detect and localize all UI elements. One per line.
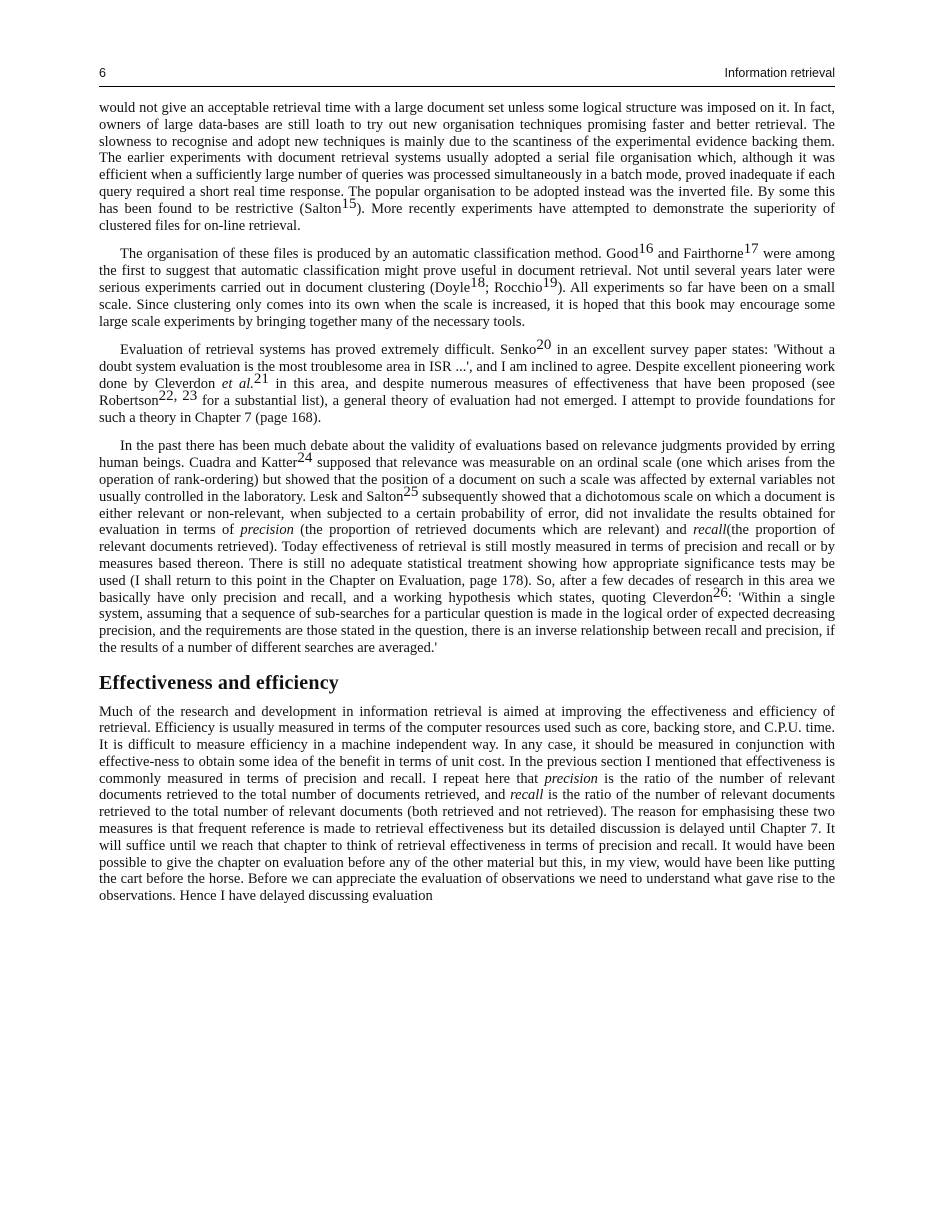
paragraph-5 xyxy=(99,704,835,906)
text-run: ; Rocchio xyxy=(485,279,543,296)
text-run: In the past there has been much debate about the validity of evaluations based on relevance judgments provided by erring human beings. Cuadra and Katter xyxy=(99,438,835,472)
reference-15: 15 xyxy=(341,195,357,212)
page xyxy=(99,66,835,917)
reference-22-23: 22, 23 xyxy=(158,387,198,404)
text-run: : 'Within a single system, assuming that a sequence of sub-searches for a particular question is made in the logical order of expected decreasing precision, and the requirements are those stated in the question, there is an inverse relationship between recall and precision, if the results of a number of different searches are averaged.' xyxy=(99,589,835,656)
text-run: for a substantial list), a general theory of evaluation had not emerged. I attempt to provide foundations for such a theory in Chapter 7 (page 168). xyxy=(99,392,835,426)
reference-19: 19 xyxy=(542,274,558,291)
et-al: et al. xyxy=(221,375,254,392)
text-run: The organisation of these files is produced by an automatic classification method. Good xyxy=(120,246,639,263)
paragraph-2 xyxy=(99,241,835,330)
text-run: were among the first to suggest that automatic classification might prove useful in document retrieval. Not until several years later were serious experiments carried out in document clustering (Doyle xyxy=(99,246,835,296)
text-run: and Fairthorne xyxy=(653,246,744,263)
text-run: is the ratio of the number of relevant documents retrieved to the total number of relevant documents (both retrieved and not retrieved). The reason for emphasising these two measures is that frequent reference is made to retrieval effectiveness but its detailed discussion is delayed until Chapter 7. It will suffice until we reach that chapter to think of retrieval effectiveness in terms of precision and recall. It would have been possible to give the chapter on evaluation before any of the other material but this, in my view, would have been like putting the cart before the horse. Before we can appreciate the evaluation of observations we need to understand what gave rise to the observations. Hence I have delayed discussing evaluation xyxy=(99,787,835,905)
text-run: supposed that relevance was measurable on an ordinal scale (one which arises from the operation of rank-ordering) but showed that the position of a document on such a scale was affected by external variables not usually controlled in the laboratory. Lesk and Salton xyxy=(99,455,835,505)
reference-16: 16 xyxy=(638,241,654,258)
term-precision: precision xyxy=(240,522,294,539)
page-number: 6 xyxy=(99,66,106,80)
term-recall: recall xyxy=(693,522,727,539)
reference-26: 26 xyxy=(712,584,728,601)
paragraph-3 xyxy=(99,337,835,426)
text-run: ). More recently experiments have attempted to demonstrate the superiority of clustered files for on-line retrieval. xyxy=(99,200,835,234)
body-text xyxy=(99,100,835,905)
reference-25: 25 xyxy=(403,483,419,500)
text-run: would not give an acceptable retrieval time with a large document set unless some logical structure was imposed on it. In fact, owners of large data-bases are still loath to try out new organisation techniques promising faster and better retrieval. The slowness to recognise and adopt new techniques is mainly due to the scantiness of the experimental evidence backing them. The earlier experiments with document retrieval systems usually adopted a serial file organisation which, although it was efficient when a sufficiently large number of queries was processed simultaneously in a batch mode, proved inadequate if each query required a short real time response. The popular organisation to be adopted instead was the inverted file. By some this has been found to be restrictive (Salton xyxy=(99,100,835,217)
reference-17: 17 xyxy=(743,241,759,258)
reference-20: 20 xyxy=(536,337,552,354)
running-header xyxy=(99,66,835,87)
text-run: (the proportion of relevant documents retrieved). Today effectiveness of retrieval is still mostly measured in terms of precision and recall or by measures based thereon. There is still no adequate statistical treatment showing how appropriate significance tests may be used (I shall return to this point in the Chapter on Evaluation, page 178). So, after a few decades of research in this area we basically have only precision and recall, and a working hypothesis which states, quoting Cleverdon xyxy=(99,522,835,606)
text-run: ). All experiments so far have been on a small scale. Since clustering only comes into its own when the scale is increased, it is hoped that this book may encourage some large scale experiments by bringing together many of the necessary tools. xyxy=(99,279,835,330)
paragraph-1 xyxy=(99,100,835,234)
text-run: Much of the research and development in information retrieval is aimed at improving the effectiveness and efficiency of retrieval. Efficiency is usually measured in terms of the computer resources used such as core, backing store, and C.P.U. time. It is difficult to measure efficiency in a machine independent way. In any case, it should be measured in conjunction with effective-ness to obtain some idea of the benefit in terms of unit cost. In the previous section I mentioned that effectiveness is commonly measured in terms of precision and recall. I repeat here that xyxy=(99,703,835,787)
section-heading: Effectiveness and efficiency xyxy=(99,671,339,694)
term-precision: precision xyxy=(544,770,598,787)
reference-18: 18 xyxy=(470,274,486,291)
text-run: in this area, and despite numerous measures of effectiveness that have been proposed (see Robertson xyxy=(99,375,835,409)
text-run: (the proportion of retrieved documents which are relevant) and xyxy=(293,522,694,539)
text-run: Evaluation of retrieval systems has proved extremely difficult. Senko xyxy=(120,342,537,359)
running-title: Information retrieval xyxy=(724,66,835,80)
text-run: in an excellent survey paper states: 'Without a doubt system evaluation is the most troublesome area in ISR ...', and I am inclined to agree. Despite excellent pioneering work done by Cleverdon xyxy=(99,342,835,392)
reference-24: 24 xyxy=(297,450,313,467)
term-recall: recall xyxy=(510,787,544,804)
text-run: subsequently showed that a dichotomous scale on which a document is either relevant or non-relevant, when subjected to a certain probability of error, did not invalidate the results obtained for evaluation in terms of xyxy=(99,488,835,539)
reference-21: 21 xyxy=(253,370,269,387)
paragraph-4 xyxy=(99,438,835,656)
text-run: is the ratio of the number of relevant documents retrieved to the total number of documents retrieved, and xyxy=(99,770,835,804)
